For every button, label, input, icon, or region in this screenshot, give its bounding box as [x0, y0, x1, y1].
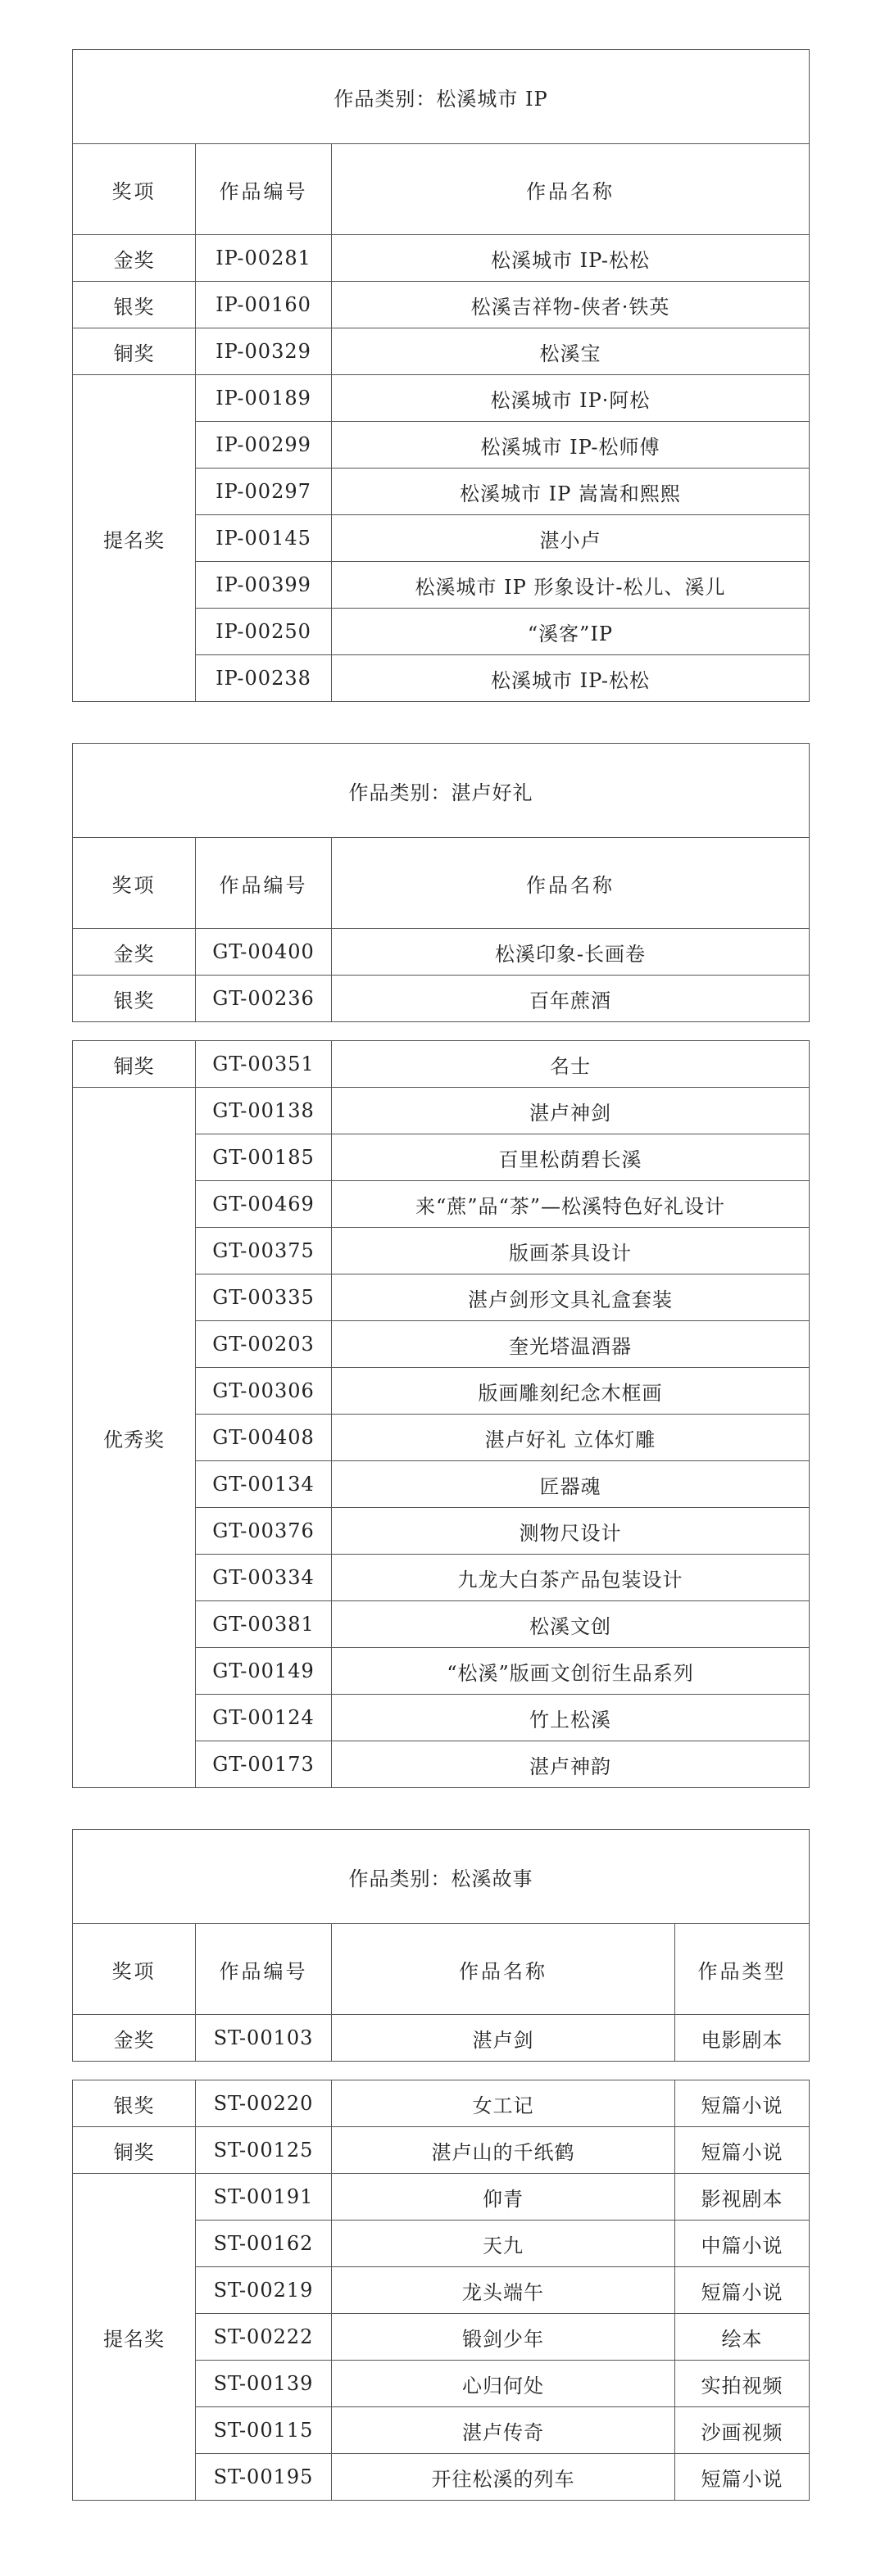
entry-code: ST-00219: [196, 2267, 332, 2314]
entry-code: IP-00189: [196, 375, 332, 422]
entry-name: 匠器魂: [332, 1461, 810, 1508]
section-gap: [72, 2062, 810, 2080]
entry-code: GT-00408: [196, 1415, 332, 1461]
entry-code: GT-00149: [196, 1648, 332, 1695]
award-level: 金奖: [73, 235, 196, 282]
award-level: 金奖: [73, 2015, 196, 2062]
entry-code: ST-00139: [196, 2361, 332, 2407]
entry-name: 名士: [332, 1041, 810, 1088]
entry-name: 松溪城市 IP 形象设计-松儿、溪儿: [332, 562, 810, 609]
column-header: 奖项: [73, 144, 196, 235]
award-list-document: [72, 49, 810, 2501]
award-table-story: [72, 1829, 810, 2062]
column-header: 奖项: [73, 1924, 196, 2015]
entry-code: GT-00351: [196, 1041, 332, 1088]
entry-name: 湛卢传奇: [332, 2407, 675, 2454]
entry-name: 百里松荫碧长溪: [332, 1134, 810, 1181]
entry-name: 湛卢神剑: [332, 1088, 810, 1134]
entry-name: 松溪文创: [332, 1601, 810, 1648]
table-row: [73, 328, 810, 375]
column-header: 奖项: [73, 838, 196, 929]
column-header: 作品编号: [196, 838, 332, 929]
entry-code: GT-00400: [196, 929, 332, 976]
award-level: 提名奖: [73, 2174, 196, 2501]
table-row: [73, 2080, 810, 2127]
entry-name: 松溪吉祥物-侠者·铁英: [332, 282, 810, 328]
entry-name: 松溪城市 IP-松松: [332, 235, 810, 282]
entry-name: 湛卢好礼 立体灯雕: [332, 1415, 810, 1461]
entry-name: 松溪城市 IP-松松: [332, 655, 810, 702]
entry-name: 松溪城市 IP·阿松: [332, 375, 810, 422]
entry-code: GT-00185: [196, 1134, 332, 1181]
table-row: [73, 375, 810, 422]
entry-code: ST-00115: [196, 2407, 332, 2454]
entry-name: 测物尺设计: [332, 1508, 810, 1555]
entry-type: 短篇小说: [675, 2080, 810, 2127]
entry-name: 开往松溪的列车: [332, 2454, 675, 2501]
entry-code: IP-00160: [196, 282, 332, 328]
table-row: [73, 1088, 810, 1134]
table-row: [73, 282, 810, 328]
entry-type: 绘本: [675, 2314, 810, 2361]
category-title: 作品类别：松溪城市 IP: [73, 50, 810, 144]
award-level: 铜奖: [73, 2127, 196, 2174]
entry-name: 湛小卢: [332, 515, 810, 562]
entry-code: IP-00329: [196, 328, 332, 375]
entry-name: 版画雕刻纪念木框画: [332, 1368, 810, 1415]
entry-name: 松溪城市 IP-松师傅: [332, 422, 810, 469]
entry-type: 实拍视频: [675, 2361, 810, 2407]
award-level: 银奖: [73, 2080, 196, 2127]
award-level: 铜奖: [73, 1041, 196, 1088]
award-table-gift2: [72, 1040, 810, 1788]
entry-name: 松溪印象-长画卷: [332, 929, 810, 976]
award-level: 优秀奖: [73, 1088, 196, 1788]
entry-name: 心归何处: [332, 2361, 675, 2407]
entry-code: ST-00162: [196, 2221, 332, 2267]
entry-name: “松溪”版画文创衍生品系列: [332, 1648, 810, 1695]
entry-name: 百年蔗酒: [332, 976, 810, 1022]
entry-name: 湛卢山的千纸鹤: [332, 2127, 675, 2174]
award-level: 金奖: [73, 929, 196, 976]
entry-type: 短篇小说: [675, 2267, 810, 2314]
entry-name: 龙头端午: [332, 2267, 675, 2314]
entry-type: 沙画视频: [675, 2407, 810, 2454]
entry-code: ST-00125: [196, 2127, 332, 2174]
entry-code: IP-00299: [196, 422, 332, 469]
entry-code: IP-00297: [196, 469, 332, 515]
award-level: 银奖: [73, 282, 196, 328]
category-title: 作品类别：湛卢好礼: [73, 744, 810, 838]
entry-name: 锻剑少年: [332, 2314, 675, 2361]
entry-type: 影视剧本: [675, 2174, 810, 2221]
entry-code: GT-00375: [196, 1228, 332, 1274]
entry-code: GT-00138: [196, 1088, 332, 1134]
entry-code: IP-00238: [196, 655, 332, 702]
entry-code: IP-00145: [196, 515, 332, 562]
entry-type: 短篇小说: [675, 2127, 810, 2174]
column-header: 作品名称: [332, 1924, 675, 2015]
entry-code: ST-00222: [196, 2314, 332, 2361]
entry-code: ST-00195: [196, 2454, 332, 2501]
award-table-ip: [72, 49, 810, 702]
column-header: 作品编号: [196, 1924, 332, 2015]
award-level: 提名奖: [73, 375, 196, 702]
table-row: [73, 2127, 810, 2174]
entry-code: GT-00173: [196, 1741, 332, 1788]
column-header: 作品类型: [675, 1924, 810, 2015]
entry-code: GT-00236: [196, 976, 332, 1022]
entry-type: 中篇小说: [675, 2221, 810, 2267]
column-header: 作品名称: [332, 144, 810, 235]
entry-code: IP-00399: [196, 562, 332, 609]
entry-name: 女工记: [332, 2080, 675, 2127]
column-header: 作品编号: [196, 144, 332, 235]
section-gap: [72, 702, 810, 743]
section-gap: [72, 1022, 810, 1040]
entry-code: GT-00306: [196, 1368, 332, 1415]
entry-name: 版画茶具设计: [332, 1228, 810, 1274]
entry-name: 竹上松溪: [332, 1695, 810, 1741]
table-row: [73, 1041, 810, 1088]
category-title: 作品类别：松溪故事: [73, 1830, 810, 1924]
entry-name: 湛卢剑形文具礼盒套装: [332, 1274, 810, 1321]
entry-code: ST-00191: [196, 2174, 332, 2221]
table-row: [73, 976, 810, 1022]
entry-name: 奎光塔温酒器: [332, 1321, 810, 1368]
entry-type: 电影剧本: [675, 2015, 810, 2062]
entry-name: 九龙大白茶产品包装设计: [332, 1555, 810, 1601]
entry-code: ST-00220: [196, 2080, 332, 2127]
table-row: [73, 929, 810, 976]
entry-name: 湛卢剑: [332, 2015, 675, 2062]
entry-name: 仰青: [332, 2174, 675, 2221]
table-row: [73, 2015, 810, 2062]
table-row: [73, 235, 810, 282]
award-level: 铜奖: [73, 328, 196, 375]
column-header: 作品名称: [332, 838, 810, 929]
entry-code: GT-00381: [196, 1601, 332, 1648]
table-row: [73, 2174, 810, 2221]
award-level: 银奖: [73, 976, 196, 1022]
entry-code: GT-00334: [196, 1555, 332, 1601]
entry-name: “溪客”IP: [332, 609, 810, 655]
entry-code: GT-00124: [196, 1695, 332, 1741]
entry-name: 天九: [332, 2221, 675, 2267]
entry-code: GT-00335: [196, 1274, 332, 1321]
section-gap: [72, 1788, 810, 1829]
entry-name: 松溪城市 IP 嵩嵩和熙熙: [332, 469, 810, 515]
entry-code: ST-00103: [196, 2015, 332, 2062]
entry-code: IP-00281: [196, 235, 332, 282]
entry-code: GT-00376: [196, 1508, 332, 1555]
entry-code: IP-00250: [196, 609, 332, 655]
entry-name: 来“蔗”品“茶”—松溪特色好礼设计: [332, 1181, 810, 1228]
entry-code: GT-00469: [196, 1181, 332, 1228]
entry-type: 短篇小说: [675, 2454, 810, 2501]
entry-name: 湛卢神韵: [332, 1741, 810, 1788]
entry-code: GT-00203: [196, 1321, 332, 1368]
award-table-gift: [72, 743, 810, 1022]
entry-name: 松溪宝: [332, 328, 810, 375]
entry-code: GT-00134: [196, 1461, 332, 1508]
award-table-story2: [72, 2080, 810, 2501]
